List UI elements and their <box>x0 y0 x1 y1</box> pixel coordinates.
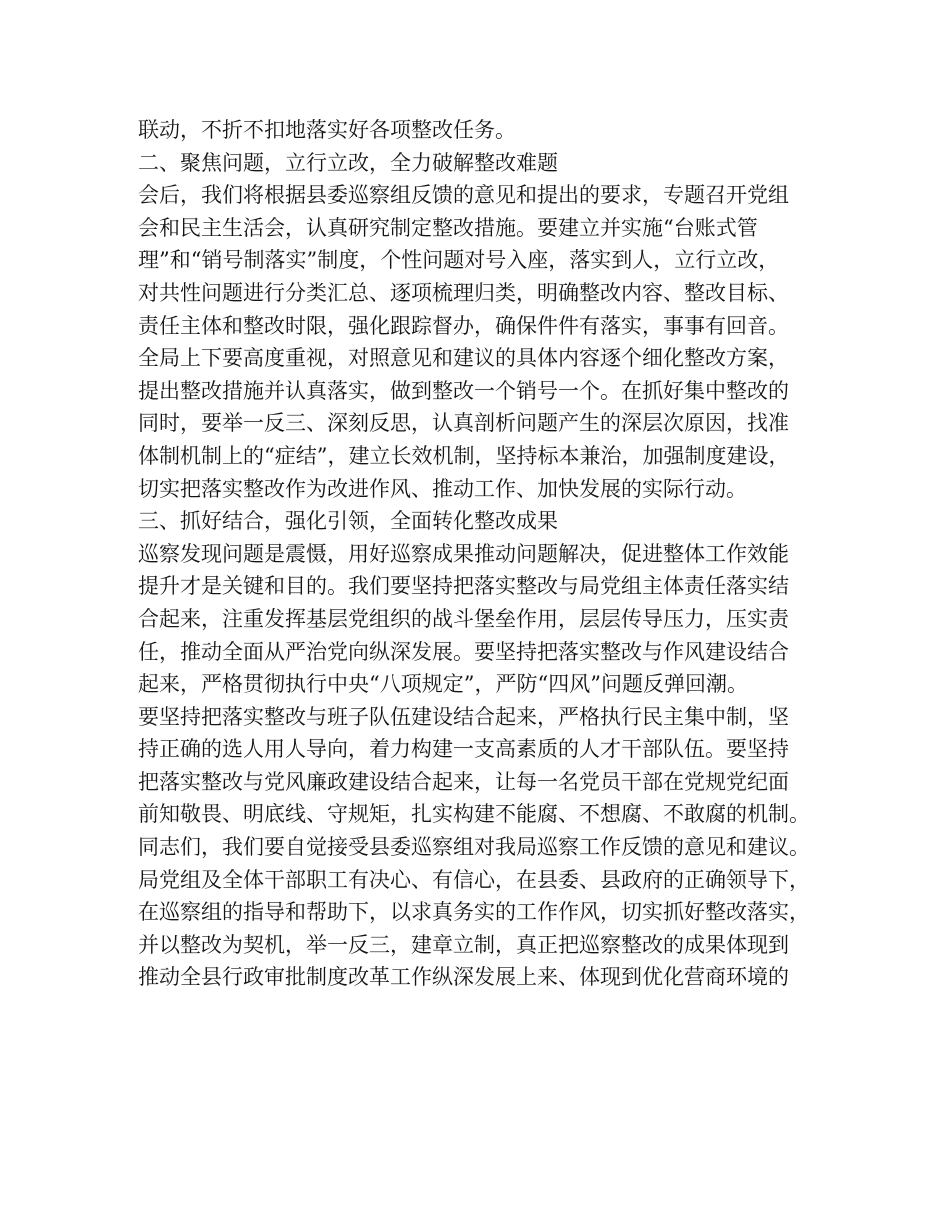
text-line: 理”和“销号制落实”制度，个性问题对号入座，落实到人，立行立改， <box>138 248 780 273</box>
text-line: 同时，要举一反三、深刻反思，认真剖析问题产生的深层次原因，找准 <box>138 411 789 436</box>
text-line: 在巡察组的指导和帮助下，以求真务实的工作作风，切实抓好整改落实， <box>138 900 810 925</box>
text-line: 巡察发现问题是震慑，用好巡察成果推动问题解决，促进整体工作效能 <box>138 541 789 566</box>
section-heading-3: 三、抓好结合，强化引领，全面转化整改成果 <box>138 509 558 534</box>
text-line: 会后，我们将根据县委巡察组反馈的意见和提出的要求，专题召开党组 <box>138 183 789 208</box>
text-line: 合起来，注重发挥基层党组织的战斗堡垒作用，层层传导压力，压实责 <box>138 606 789 631</box>
text-line: 责任主体和整改时限，强化跟踪督办，确保件件有落实，事事有回音。 <box>138 313 789 338</box>
text-line: 起来，严格贯彻执行中央“八项规定”，严防“四风”问题反弹回潮。 <box>138 672 748 697</box>
text-line: 体制机制上的“症结”，建立长效机制，坚持标本兼治，加强制度建设， <box>138 443 790 468</box>
text-line: 同志们，我们要自觉接受县委巡察组对我局巡察工作反馈的意见和建议。 <box>138 835 810 860</box>
text-line: 要坚持把落实整改与班子队伍建设结合起来，严格执行民主集中制，坚 <box>138 704 789 729</box>
text-line: 局党组及全体干部职工有决心、有信心，在县委、县政府的正确领导下， <box>138 867 810 892</box>
section-heading-2: 二、聚焦问题，立行立改，全力破解整改难题 <box>138 150 558 175</box>
text-line: 把落实整改与党风廉政建设结合起来，让每一名党员干部在党规党纪面 <box>138 769 789 794</box>
text-line: 会和民主生活会，认真研究制定整改措施。要建立并实施“台账式管 <box>138 215 758 240</box>
text-line: 前知敬畏、明底线、守规矩，扎实构建不能腐、不想腐、不敢腐的机制。 <box>138 802 810 827</box>
text-line: 提升才是关键和目的。我们要坚持把落实整改与局党组主体责任落实结 <box>138 574 789 599</box>
text-line: 推动全县行政审批制度改革工作纵深发展上来、体现到优化营商环境的 <box>138 965 789 990</box>
document-body <box>138 114 838 994</box>
text-line: 持正确的选人用人导向，着力构建一支高素质的人才干部队伍。要坚持 <box>138 737 789 762</box>
text-line: 并以整改为契机，举一反三，建章立制，真正把巡察整改的成果体现到 <box>138 932 789 957</box>
text-line: 联动，不折不扣地落实好各项整改任务。 <box>138 118 516 142</box>
text-line: 提出整改措施并认真落实，做到整改一个销号一个。在抓好集中整改的 <box>138 378 789 403</box>
text-line: 任，推动全面从严治党向纵深发展。要坚持把落实整改与作风建设结合 <box>138 639 789 664</box>
text-line: 对共性问题进行分类汇总、逐项梳理归类，明确整改内容、整改目标、 <box>138 280 789 305</box>
text-line: 全局上下要高度重视，对照意见和建议的具体内容逐个细化整改方案， <box>138 346 789 371</box>
text-line: 切实把落实整改作为改进作风、推动工作、加快发展的实际行动。 <box>138 476 747 501</box>
